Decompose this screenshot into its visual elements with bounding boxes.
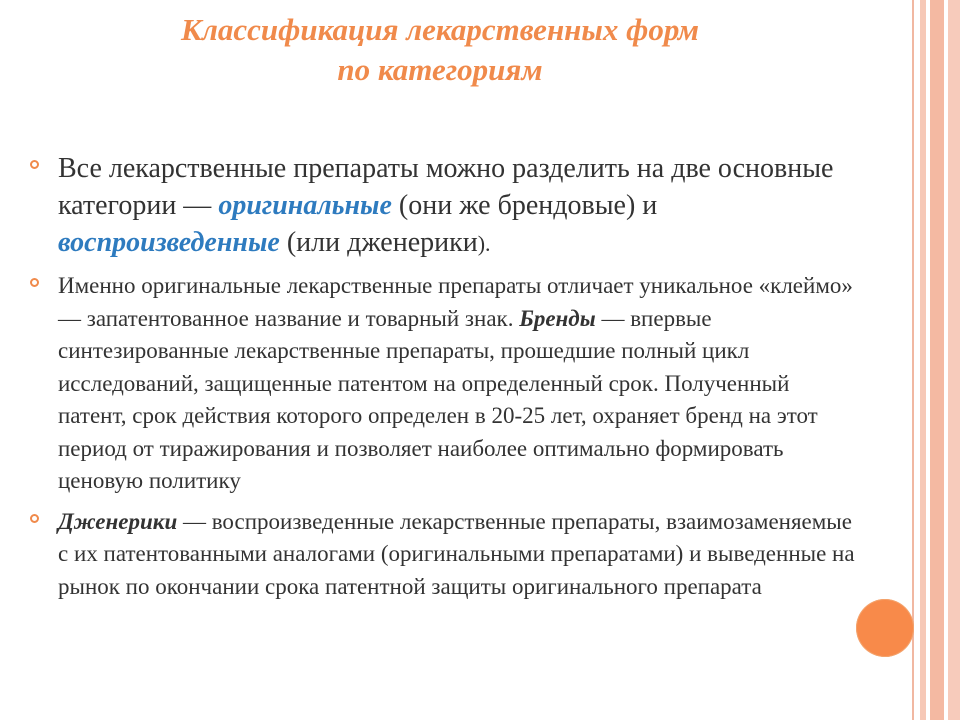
highlight-reproduced: воспроизведенные [58,227,280,258]
bullet-text: ). [477,231,491,256]
bullet-text: (они же брендовые) и [391,190,658,221]
stripe [948,0,960,720]
bullet-categories [30,150,860,262]
highlight-original: оригинальные [218,190,392,221]
title-line-2: по категориям [337,52,543,87]
decorative-stripes [912,0,960,720]
decorative-circle [856,599,914,657]
bullet-ring-icon [30,514,39,523]
bullet-text: Именно оригинальные лекарственные препараты отличает уникальное «клеймо» — запатентованное название и товарный знак. [58,273,853,331]
bullet-text: (или дженерики [279,227,478,258]
stripe [930,0,944,720]
bullet-generics [30,506,860,604]
bullet-text: — впервые синтезированные лекарственные препараты, прошедшие полный цикл исследований, защищенные патентом на определенный срок. Полученный патент, срок действия которого определен в 20-25 лет, охраняет бренд на этот период от тиражирования и позволяет наиболее оптимально формировать ценовую политику [58,305,818,493]
stripe [920,0,926,720]
bullet-ring-icon [30,278,39,287]
highlight-brands: Бренды [519,305,596,331]
bullet-brands [30,270,860,498]
title-line-1: Классификация лекарственных форм [180,12,700,47]
bullet-ring-icon [30,160,39,169]
bullet-text: Все лекарственные препараты можно разделить на две основные категории — [58,153,834,221]
slide-title [40,10,840,90]
highlight-generics: Дженерики [58,508,178,534]
bullet-text: — воспроизведенные лекарственные препараты, взаимозаменяемые с их патентованными аналогами (оригинальными препаратами) и выведенные на рынок по окончании срока патентной защиты оригинального препарата [58,508,855,599]
slide-content [30,150,860,603]
stripe [912,0,914,720]
